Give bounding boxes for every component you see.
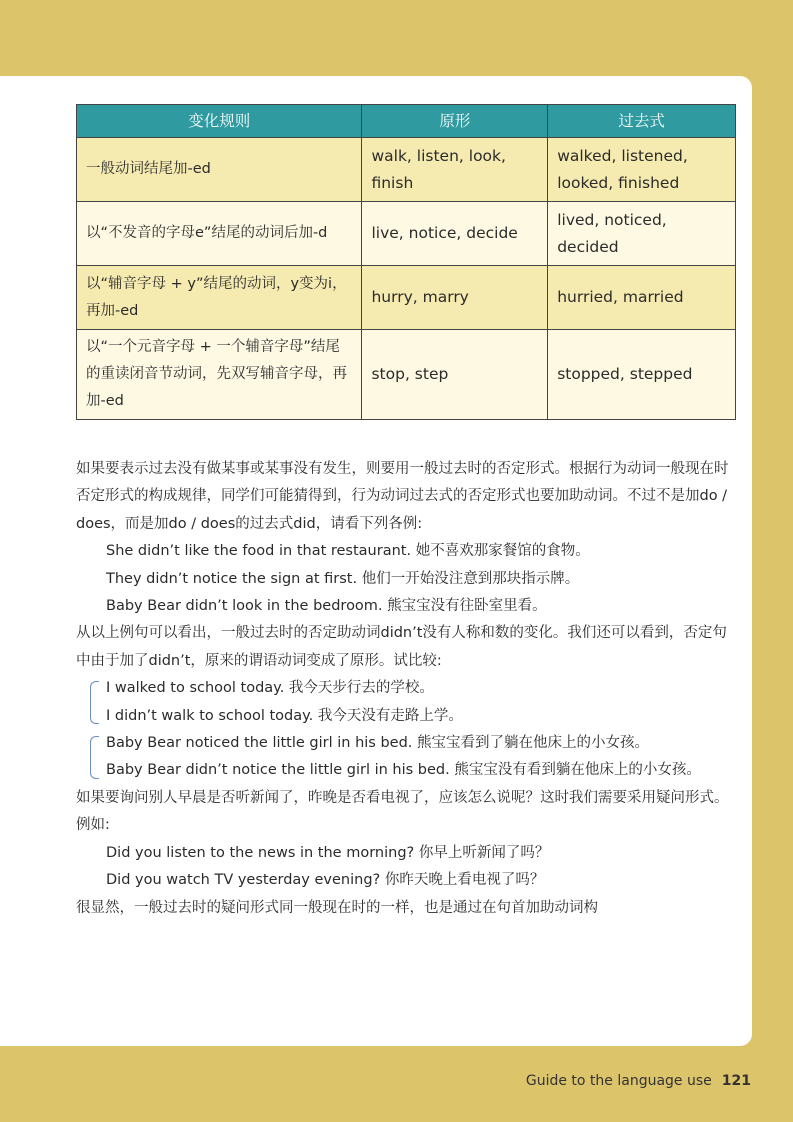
header-base: 原形 xyxy=(362,105,548,138)
table-row xyxy=(77,330,736,420)
header-past: 过去式 xyxy=(548,105,736,138)
example-sentence: She didn’t like the food in that restaurant. 她不喜欢那家餐馆的食物。 xyxy=(106,543,590,560)
past-cell: hurried, married xyxy=(548,266,736,330)
page-number: 121 xyxy=(721,1073,751,1089)
rule-cell: 以“一个元音字母 + 一个辅音字母”结尾的重读闭音节动词，先双写辅音字母，再加-ed xyxy=(77,330,362,420)
page-footer xyxy=(526,1073,751,1089)
paragraph: 如果要表示过去没有做某事或某事没有发生，则要用一般过去时的否定形式。根据行为动词一般现在时否定形式的构成规律，同学们可能猜得到，行为动词过去式的否定形式也要加助动词。不过不是加do / does，而是加do / does的过去式did，请看下列各例: xyxy=(76,461,729,532)
table-row xyxy=(77,202,736,266)
table-row xyxy=(77,266,736,330)
footer-title: Guide to the language use xyxy=(525,1073,712,1089)
table-row xyxy=(77,138,736,202)
paragraph: 如果要询问别人早晨是否听新闻了，昨晚是否看电视了，应该怎么说呢？这时我们需要采用疑问形式。例如: xyxy=(76,789,729,834)
table-header-row xyxy=(77,105,736,138)
example-sentence: I didn’t walk to school today. 我今天没有走路上学。 xyxy=(106,707,463,724)
example-sentence: They didn’t notice the sign at first. 他们一开始没注意到那块指示牌。 xyxy=(106,570,580,587)
base-cell: hurry, marry xyxy=(362,266,548,330)
paragraph: 很显然，一般过去时的疑问形式同一般现在时的一样，也是通过在句首加助动词构 xyxy=(76,899,598,916)
rule-cell: 以“不发音的字母e”结尾的动词后加-d xyxy=(77,202,362,266)
comparison-pair xyxy=(76,730,736,785)
paragraph: 从以上例句可以看出，一般过去时的否定助动词didn’t没有人称和数的变化。我们还可以看到，否定句中由于加了didn’t，原来的谓语动词变成了原形。试比较: xyxy=(76,625,727,669)
past-cell: walked, listened, looked, finished xyxy=(548,138,736,202)
example-sentence: Did you watch TV yesterday evening? 你昨天晚上看电视了吗？ xyxy=(106,872,545,889)
header-rule: 变化规则 xyxy=(77,105,362,138)
base-cell: live, notice, decide xyxy=(362,202,548,266)
example-sentence: Did you listen to the news in the morning? 你早上听新闻了吗？ xyxy=(106,844,550,861)
rule-cell: 一般动词结尾加-ed xyxy=(77,138,362,202)
brace-icon xyxy=(90,681,99,724)
brace-icon xyxy=(90,736,99,779)
example-sentence: I walked to school today. 我今天步行去的学校。 xyxy=(106,680,434,697)
example-sentence: Baby Bear noticed the little girl in his bed. 熊宝宝看到了躺在他床上的小女孩。 xyxy=(106,735,650,752)
body-text xyxy=(76,456,736,922)
past-cell: lived, noticed, decided xyxy=(548,202,736,266)
example-sentence: Baby Bear didn’t notice the little girl in his bed. 熊宝宝没有看到躺在他床上的小女孩。 xyxy=(106,762,701,779)
base-cell: walk, listen, look, finish xyxy=(362,138,548,202)
rule-cell: 以“辅音字母 + y”结尾的动词，y变为i，再加-ed xyxy=(77,266,362,330)
comparison-pair xyxy=(76,675,736,730)
past-tense-rules-table xyxy=(76,104,736,420)
past-cell: stopped, stepped xyxy=(548,330,736,420)
example-sentence: Baby Bear didn’t look in the bedroom. 熊宝宝没有往卧室里看。 xyxy=(106,598,547,615)
base-cell: stop, step xyxy=(362,330,548,420)
